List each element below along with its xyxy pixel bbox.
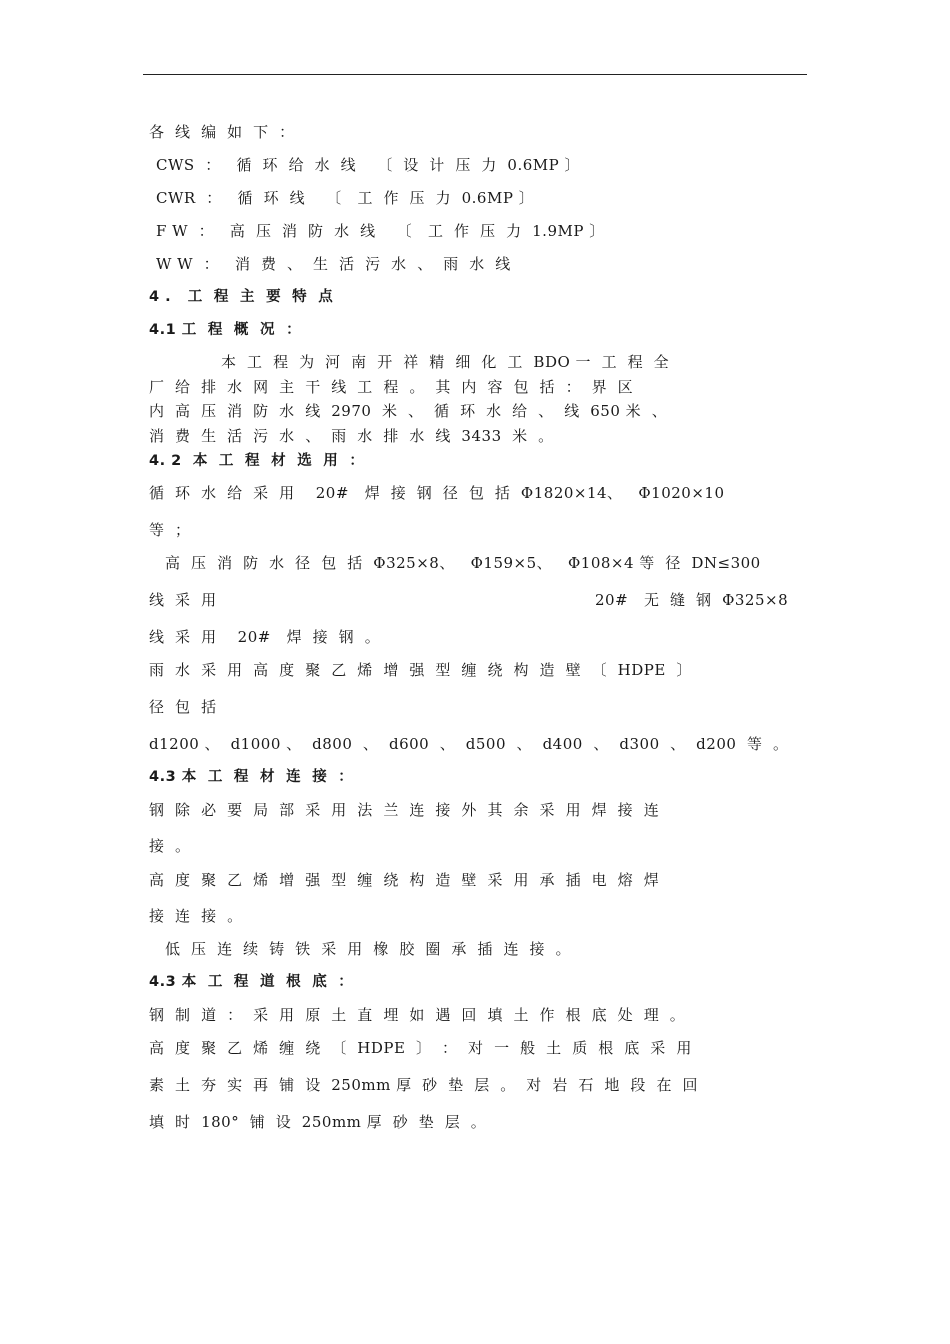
text-line: 各 线 编 如 下 ： xyxy=(149,123,295,141)
text-line: 钢 制 道 ： 采 用 原 土 直 埋 如 遇 回 填 土 作 根 底 处 理 。 xyxy=(149,1006,686,1024)
text-line: W W ： 消 费 、 生 活 污 水 、 雨 水 线 xyxy=(156,255,511,273)
text-line: CWS ： 循 环 给 水 线 〔 设 计 压 力 0.6MP 〕 xyxy=(156,156,580,174)
section-heading: 4.1 工 程 概 况 ： xyxy=(149,322,302,338)
text-line: 填 时 180° 铺 设 250mm 厚 砂 垫 层 。 xyxy=(149,1113,487,1131)
text-line: 厂 给 排 水 网 主 干 线 工 程 。 其 内 容 包 括 ： 界 区 xyxy=(149,378,634,396)
text-line: 素 土 夯 实 再 铺 设 250mm 厚 砂 垫 层 。 对 岩 石 地 段 在 回 xyxy=(149,1076,698,1094)
section-heading: 4.3 本 工 程 材 连 接 ： xyxy=(149,769,354,785)
text-line: 线 采 用 20# 焊 接 钢 。 xyxy=(149,628,381,646)
section-heading: 4.3 本 工 程 道 根 底 ： xyxy=(149,974,354,990)
text-line: 线 采 用 xyxy=(149,591,217,609)
text-line: 径 包 括 xyxy=(149,698,217,716)
text-line: 内 高 压 消 防 水 线 2970 米 、 循 环 水 给 、 线 650 米 、 xyxy=(149,402,668,420)
text-line: 接 连 接 。 xyxy=(149,907,243,925)
text-line: 20# 无 缝 钢 Φ325×8 xyxy=(595,591,789,609)
section-heading: 4. 2 本 工 程 材 选 用 ： xyxy=(149,453,365,469)
header-rule xyxy=(143,74,807,75)
text-line: 高 压 消 防 水 径 包 括 Φ325×8、 Φ159×5、 Φ108×4 等 径 DN≤300 xyxy=(165,554,761,572)
text-line: 雨 水 采 用 高 度 聚 乙 烯 增 强 型 缠 绕 构 造 壁 〔 HDPE 〕 xyxy=(149,661,692,679)
text-line: 等 ； xyxy=(149,521,191,539)
text-line: d1200 、 d1000 、 d800 、 d600 、 d500 、 d400 、 d300 、 d200 等 。 xyxy=(149,735,789,753)
text-line: 接 。 xyxy=(149,837,191,855)
text-line: 消 费 生 活 污 水 、 雨 水 排 水 线 3433 米 。 xyxy=(149,427,554,445)
section-heading: 4 . 工 程 主 要 特 点 xyxy=(149,289,334,305)
text-line: 高 度 聚 乙 烯 增 强 型 缠 绕 构 造 壁 采 用 承 插 电 熔 焊 xyxy=(149,871,660,889)
text-line: CWR ： 循 环 线 〔 工 作 压 力 0.6MP 〕 xyxy=(156,189,535,207)
text-line: 钢 除 必 要 局 部 采 用 法 兰 连 接 外 其 余 采 用 焊 接 连 xyxy=(149,801,660,819)
text-line: 高 度 聚 乙 烯 缠 绕 〔 HDPE 〕 ： 对 一 般 土 质 根 底 采 用 xyxy=(149,1039,692,1057)
text-line: 本 工 程 为 河 南 开 祥 精 细 化 工 BDO 一 工 程 全 xyxy=(221,353,670,371)
text-line: 低 压 连 续 铸 铁 采 用 橡 胶 圈 承 插 连 接 。 xyxy=(165,940,572,958)
text-line: 循 环 水 给 采 用 20# 焊 接 钢 径 包 括 Φ1820×14、 Φ1020×10 xyxy=(149,484,725,502)
text-line: F W ： 高 压 消 防 水 线 〔 工 作 压 力 1.9MP 〕 xyxy=(156,222,605,240)
